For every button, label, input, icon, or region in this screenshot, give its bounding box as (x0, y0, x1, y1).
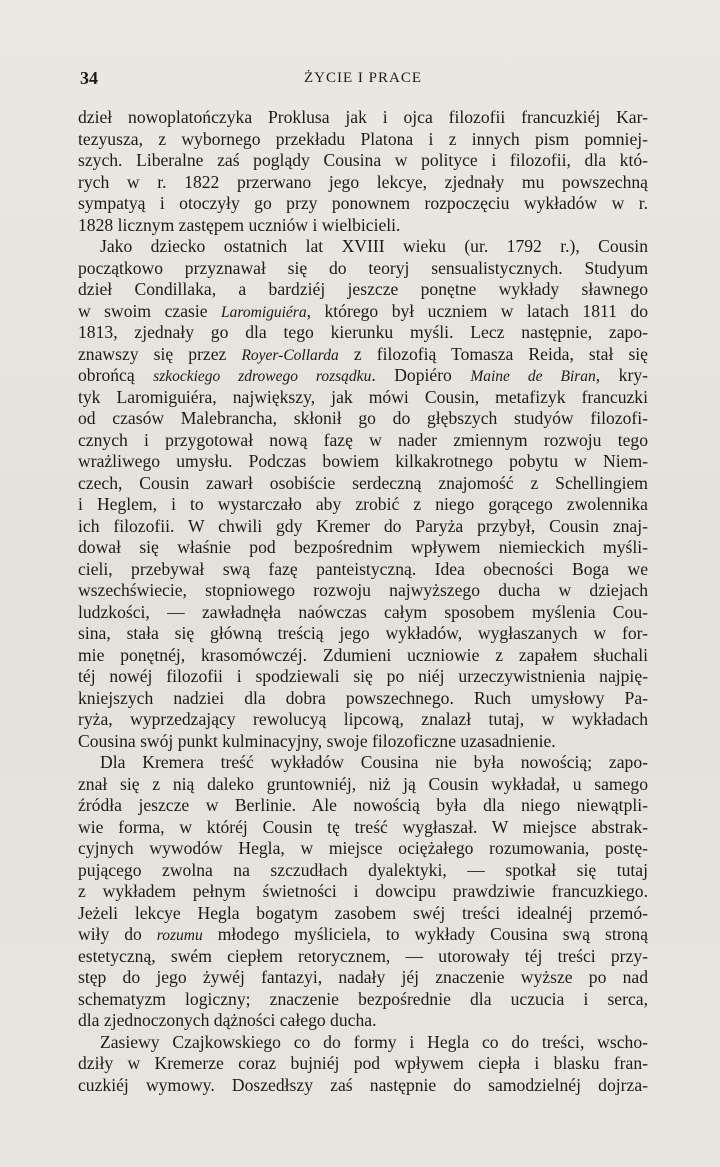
text-segment: cieli, przebywał swą fazę panteistyczną. Idea obecności Boga we (78, 558, 648, 579)
text-line (78, 279, 648, 301)
text-segment: źródła jeszcze w Berlinie. Ale nowością była dla niego niewątpli- (78, 795, 648, 815)
text-line (78, 645, 648, 667)
text-line (78, 150, 648, 172)
text-line (78, 236, 648, 258)
text-line (78, 258, 648, 280)
text-segment: sympatyą i otoczyły go przy ponownem rozpoczęciu wykładów w r. (78, 193, 648, 213)
text-segment: rych w r. 1822 przerwano jego lekcye, zjednały mu powszechną (78, 171, 648, 192)
text-segment: . Dopiéro (371, 365, 471, 385)
text-segment: Cousina swój punkt kulminacyjny, swoje filozoficzne uzasadnienie. (78, 730, 556, 751)
italic-phrase: Royer-Collarda (241, 346, 339, 364)
text-line (78, 946, 648, 968)
text-line (78, 903, 648, 925)
text-segment: w swoim czasie (78, 300, 222, 321)
text-line (78, 860, 648, 882)
text-segment: pującego zwolna na szczudłach dyalektyki, — spotkał się tutaj (78, 859, 648, 880)
text-line (78, 731, 648, 753)
text-segment: początkowo przyznawał się do teoryj sensualistycznych. Studyum (78, 257, 648, 278)
text-segment: Zasiewy Czajkowskiego co do formy i Hegla co do treści, wscho- (100, 1031, 648, 1052)
text-segment: stęp do jego żywéj fantazyi, nadały jéj znaczenie wyższe po nad (78, 967, 648, 987)
text-line (78, 365, 648, 387)
text-line (78, 193, 648, 215)
text-segment: dzieł Condillaka, a bardziéj jeszcze ponętne wykłady sławnego (78, 279, 648, 299)
text-segment: 1813, zjednały go dla tego kierunku myśli. Lecz następnie, zapo- (78, 322, 648, 342)
text-line (78, 107, 648, 129)
text-segment: Jeżeli lekcye Hegla bogatym zasobem swéj treści idealnéj przemó- (78, 902, 648, 923)
text-segment: ich filozofii. W chwili gdy Kremer do Paryża przybył, Cousin znaj- (78, 515, 648, 536)
text-segment: kniejszych nadziei dla dobra powszechnego. Ruch umysłowy Pa- (78, 687, 648, 708)
text-segment: dziły w Kremerze coraz bujniéj pod wpływem ciepła i blasku fran- (78, 1053, 648, 1073)
text-segment: młodego myśliciela, to wykłady Cousina swą stroną (202, 924, 648, 944)
text-segment: od czasów Malebrancha, skłonił go do głębszych studyów filozofi- (78, 408, 648, 428)
text-segment: wiły do (78, 924, 157, 944)
text-segment: z wykładem pełnym świetności i dowcipu prawdziwie francuzkiego. (78, 881, 648, 901)
text-line (78, 623, 648, 645)
text-segment: sina, stała się główną treścią jego wykładów, wygłaszanych w for- (78, 623, 648, 643)
text-line (78, 774, 648, 796)
text-line (78, 989, 648, 1011)
text-segment: tezyusza, z wybornego przekładu Platona i z innych pism pomniej- (78, 128, 648, 149)
italic-phrase: Laromiguiéra (221, 303, 307, 321)
text-line (78, 752, 648, 774)
text-segment: dzieł nowoplatończyka Proklusa jak i ojca filozofii francuzkiéj Kar- (78, 107, 648, 127)
text-line (78, 881, 648, 903)
text-segment: Dla Kremera treść wykładów Cousina nie była nowością; zapo- (100, 752, 648, 772)
text-segment: estetyczną, swém ciepłem retorycznem, — utorowały téj treści przy- (78, 945, 648, 966)
text-line (78, 516, 648, 538)
text-line (78, 580, 648, 602)
text-segment: znał się z nią daleko gruntowniéj, niż ją Cousin wykładał, u samego (78, 773, 648, 794)
text-line (78, 1010, 648, 1032)
text-segment: dował się właśnie pod bezpośrednim wpływem niemieckich myśli- (78, 537, 648, 557)
text-segment: wszechświecie, stopniowego rozwoju najwyższego ducha w dziejach (78, 580, 648, 600)
text-line (78, 967, 648, 989)
text-line (78, 795, 648, 817)
italic-phrase: szkockiego zdrowego rozsądku (153, 368, 372, 385)
page-number: 34 (80, 68, 98, 88)
text-line (78, 387, 648, 409)
text-line (78, 1053, 648, 1075)
text-segment: ludzkości, — zawładnęła naówczas całym sposobem myślenia Cou- (78, 601, 648, 622)
text-line (78, 129, 648, 151)
text-segment: Jako dziecko ostatnich lat XVIII wieku (ur. 1792 r.), Cousin (100, 236, 648, 256)
text-segment: wrażliwego umysłu. Podczas bowiem kilkakrotnego pobytu w Niem- (78, 451, 648, 471)
text-segment: dla zjednoczonych dążności całego ducha. (78, 1010, 377, 1030)
text-segment: wie forma, w któréj Cousin tę treść wygłaszał. W miejsce abstrak- (78, 816, 648, 837)
text-segment: schematyzm logiczny; znaczenie bezpośrednie dla uczucia i serca, (78, 988, 648, 1009)
text-segment: tyk Laromiguiéra, największy, jak mówi Cousin, metafizyk francuzki (78, 386, 648, 407)
text-segment: znawszy się przez (78, 343, 242, 364)
text-segment: z filozofią Tomasza Reida, stał się (338, 343, 648, 364)
text-line (78, 172, 648, 194)
text-line (78, 817, 648, 839)
text-line (78, 602, 648, 624)
page-header (80, 68, 646, 94)
text-line (78, 924, 648, 946)
text-line (78, 473, 648, 495)
text-segment: cznych i przygotował nową fazę w nader zmiennym rozwoju tego (78, 429, 648, 450)
italic-phrase: Maine de Biran (470, 368, 596, 385)
text-line (78, 322, 648, 344)
text-segment: ryża, wyprzedzający rewolucyą lipcową, znalazł tutaj, w wykładach (78, 709, 648, 729)
text-line (78, 344, 648, 366)
text-line (78, 215, 648, 237)
text-segment: obrońcą (78, 365, 154, 385)
italic-phrase: rozumu (156, 927, 203, 944)
text-segment: szych. Liberalne zaś poglądy Cousina w polityce i filozofii, dla któ- (78, 150, 648, 170)
text-line (78, 838, 648, 860)
text-segment: , którego był uczniem w latach 1811 do (306, 300, 648, 321)
text-segment: 1828 licznym zastępem uczniów i wielbicieli. (78, 214, 401, 235)
text-segment: czech, Cousin zawarł osobiście serdeczną znajomość z Schellingiem (78, 472, 648, 493)
body-text (78, 107, 648, 1096)
text-line (78, 430, 648, 452)
running-head: ŻYCIE I PRACE (304, 70, 422, 86)
text-segment: téj nowéj filozofii i spodziewali się po niéj urzeczywistnienia najpię- (78, 666, 648, 686)
text-segment: mie ponętnéj, krasomówczéj. Zdumieni uczniowie z zapałem słuchali (78, 644, 648, 665)
text-line (78, 537, 648, 559)
text-line (78, 666, 648, 688)
text-line (78, 559, 648, 581)
text-segment: cyjnych wywodów Hegla, w miejsce ociężałego rozumowania, postę- (78, 838, 648, 858)
text-line (78, 688, 648, 710)
text-segment: cuzkiéj wymowy. Doszedłszy zaś następnie do samodzielnéj dojrza- (78, 1074, 648, 1095)
text-line (78, 451, 648, 473)
text-line (78, 301, 648, 323)
text-line (78, 709, 648, 731)
text-segment: i Heglem, i to wystarczało aby zrobić z niego gorącego zwolennika (78, 494, 648, 514)
text-line (78, 494, 648, 516)
text-line (78, 1032, 648, 1054)
text-line (78, 1075, 648, 1097)
text-segment: , kry- (595, 365, 648, 385)
text-line (78, 408, 648, 430)
